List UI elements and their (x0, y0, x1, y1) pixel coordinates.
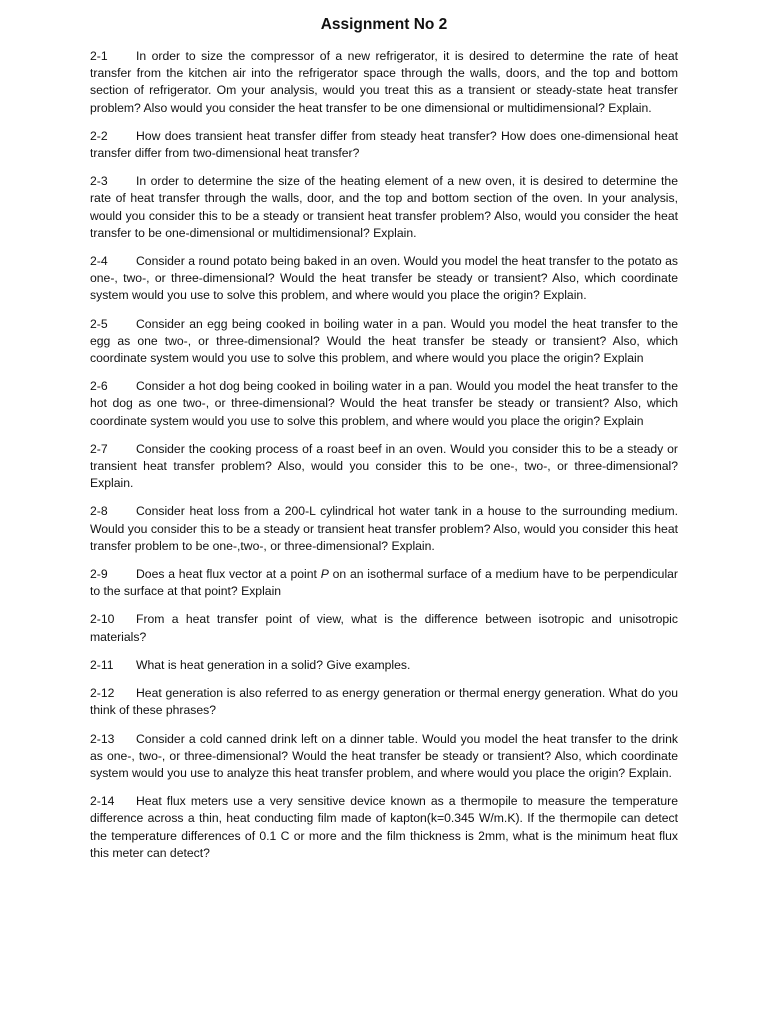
question-2-2 (90, 128, 678, 162)
question-text: Consider heat loss from a 200-L cylindrical hot water tank in a house to the surrounding medium. Would you consider this to be a steady or transient heat transfer problem? Also, would you consider this heat transfer problem to be one-,two-, or three-dimensional? Explain. (90, 504, 678, 553)
question-2-1 (90, 48, 678, 117)
question-2-6 (90, 378, 678, 430)
question-2-9 (90, 566, 678, 600)
page-title: Assignment No 2 (320, 16, 448, 33)
question-number: 2-12 (90, 686, 115, 701)
question-number: 2-10 (90, 612, 115, 627)
point-symbol: P (320, 567, 329, 582)
question-2-7 (90, 441, 678, 493)
question-number: 2-6 (90, 379, 108, 394)
question-number: 2-14 (90, 794, 115, 809)
question-number: 2-7 (90, 441, 108, 456)
question-2-4 (90, 253, 678, 305)
question-number: 2-1 (90, 49, 108, 63)
question-number: 2-13 (90, 731, 115, 746)
question-number: 2-8 (90, 504, 108, 519)
question-text-continued: on an isothermal surface of a medium have to be perpendicular to the surface at that point? Explain (90, 567, 678, 599)
question-number: 2-5 (90, 316, 108, 331)
question-text: Consider a hot dog being cooked in boiling water in a pan. Would you model the heat transfer to the hot dog as one two-, or three-dimensional? Would the heat transfer be steady or transient? Also, which coordinate system would you use to solve this problem, and where would you place the origin? Explain (90, 379, 678, 428)
question-text: Consider a cold canned drink left on a dinner table. Would you model the heat transfer to the drink as one-, two-, or three-dimensional? Would the heat transfer be steady or transient? Also, which coordinate system would you use to analyze this heat transfer problem, and where would you place the origin? Explain. (90, 731, 678, 780)
question-text: In order to size the compressor of a new refrigerator, it is desired to determine the rate of heat transfer from the kitchen air into the refrigerator space through the walls, doors, and the top and bottom section of refrigerator. Om your analysis, would you treat this as a transient or steady-state heat transfer problem? Also would you consider the heat transfer to be one dimensional or multidimensional? Explain. (90, 49, 678, 115)
question-2-5 (90, 316, 678, 368)
question-2-12 (90, 685, 678, 719)
question-text: What is heat generation in a solid? Give examples. (136, 657, 411, 672)
question-2-8 (90, 503, 678, 555)
question-2-13 (90, 731, 678, 783)
question-text: Heat generation is also referred to as energy generation or thermal energy generation. What do you think of these phrases? (90, 686, 678, 718)
question-text: Consider the cooking process of a roast beef in an oven. Would you consider this to be a steady or transient heat transfer problem? Also, would you consider this to be one-, two-, or three-dimensional? Explain. (90, 441, 678, 491)
question-2-3 (90, 173, 678, 242)
question-2-11 (90, 657, 678, 674)
question-2-14 (90, 793, 678, 862)
question-text: From a heat transfer point of view, what is the difference between isotropic and unisotropic materials? (90, 612, 678, 644)
question-2-10 (90, 611, 678, 645)
question-text: In order to determine the size of the heating element of a new oven, it is desired to determine the rate of heat transfer through the walls, door, and the top and bottom section of the oven. In your analysis, would you consider this to be a steady or transient heat transfer problem? Also, would you consider the heat transfer to be one-dimensional or multidimensional? Explain. (90, 174, 678, 240)
question-text: Heat flux meters use a very sensitive device known as a thermopile to measure the temperature difference across a thin, heat conducting film made of kapton(k=0.345 W/m.K). If the thermopile can detect the temperature differences of 0.1 C or more and the film thickness is 2mm, what is the minimum heat flux this meter can detect? (90, 794, 678, 860)
question-number: 2-4 (90, 254, 108, 269)
question-text: Does a heat flux vector at a point (136, 567, 321, 582)
question-number: 2-9 (90, 567, 108, 582)
question-text: Consider an egg being cooked in boiling water in a pan. Would you model the heat transfer to the egg as one two-, or three-dimensional? Would the heat transfer be steady or transient? Also, which coordinate system would you use to solve this problem, and where would you place the origin? Explain (90, 316, 678, 366)
question-number: 2-2 (90, 128, 108, 143)
question-text: Consider a round potato being baked in an oven. Would you model the heat transfer to the potato as one-, two-, or three-dimensional? Would the heat transfer be steady or transient? Also, which coordinate system would you use to solve this problem, and where would you place the origin? Explain. (90, 254, 678, 303)
question-number: 2-3 (90, 174, 108, 189)
question-text: How does transient heat transfer differ from steady heat transfer? How does one-dimensional heat transfer differ from two-dimensional heat transfer? (90, 128, 678, 161)
question-number: 2-11 (90, 657, 114, 672)
